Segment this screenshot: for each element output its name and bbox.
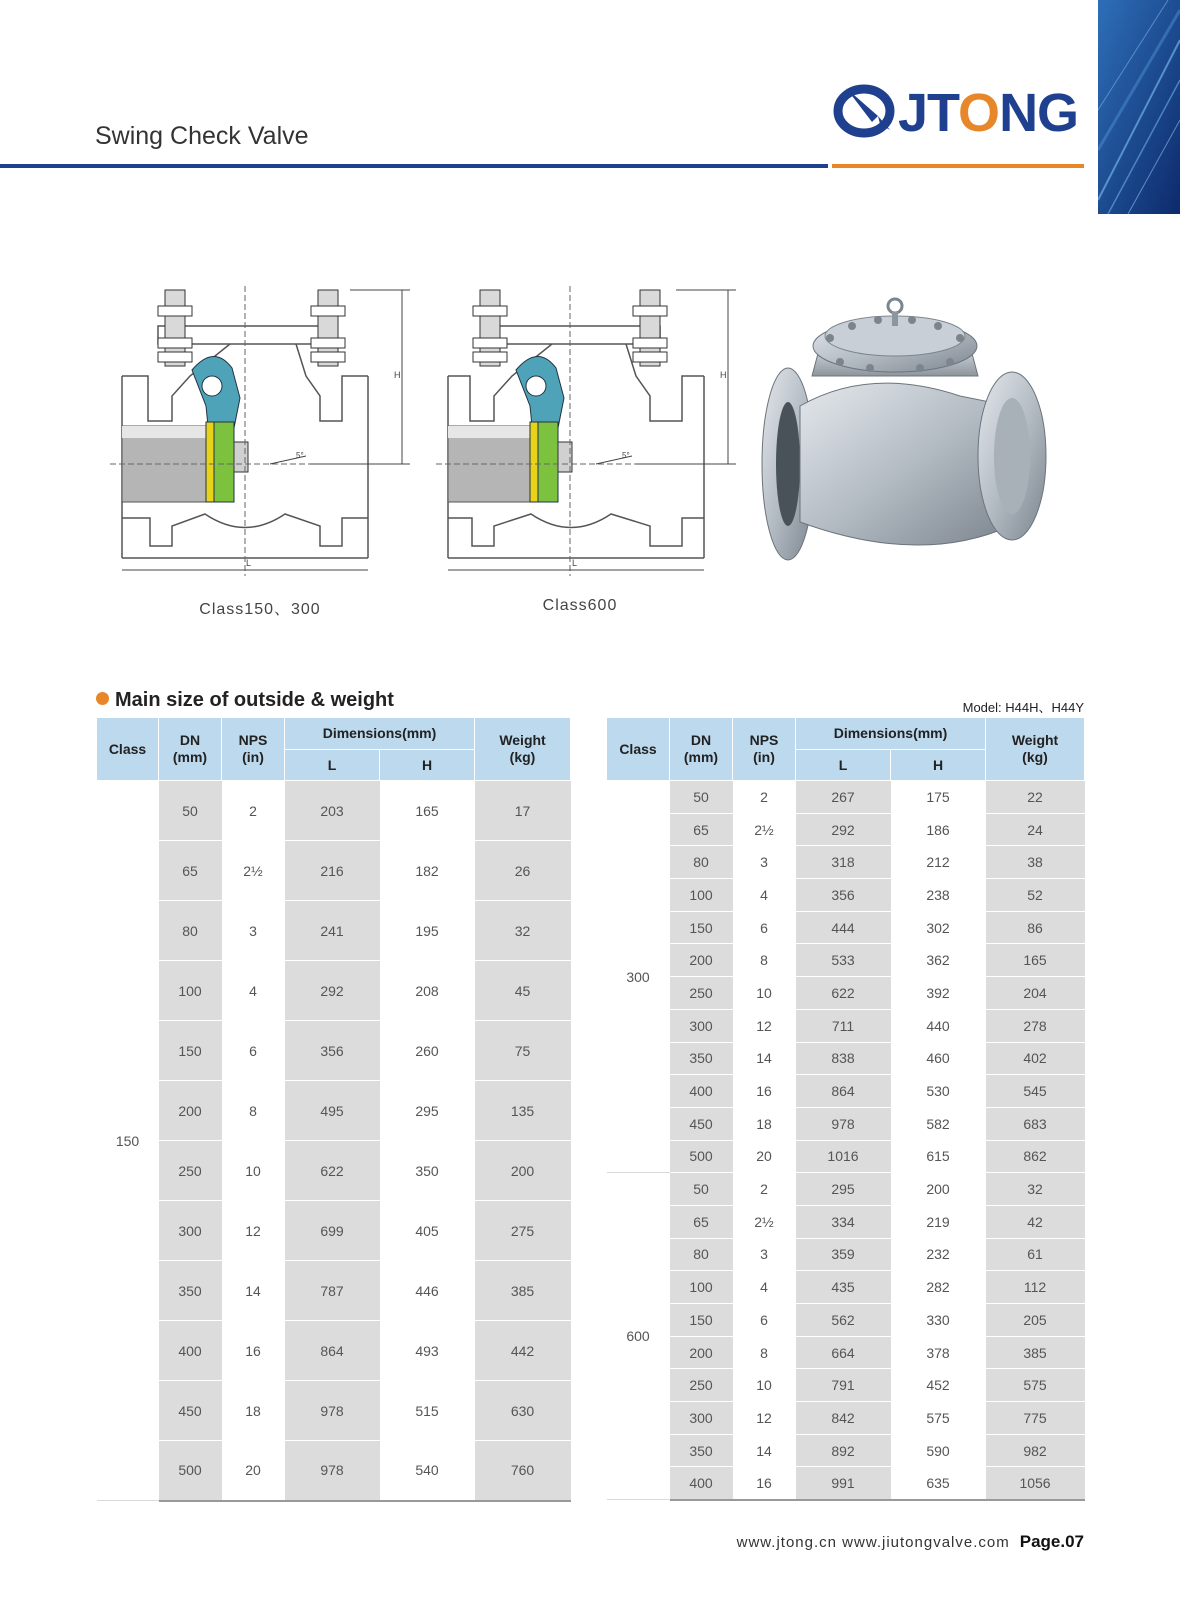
dn-cell: 65: [670, 813, 733, 846]
header-l: L: [796, 750, 891, 781]
weight-cell: 204: [986, 977, 1085, 1010]
l-cell: 892: [796, 1434, 891, 1467]
header-divider-orange: [832, 164, 1084, 168]
h-cell: 186: [891, 813, 986, 846]
logo-wordmark: JTONG: [898, 83, 1079, 143]
page-number: Page.07: [1019, 1532, 1084, 1551]
table-row: [97, 1021, 571, 1081]
nps-cell: 3: [222, 901, 285, 961]
dn-cell: 150: [670, 1304, 733, 1337]
header-dn: DN (mm): [159, 718, 222, 781]
weight-cell: 982: [986, 1434, 1085, 1467]
l-cell: 978: [285, 1441, 380, 1501]
h-cell: 302: [891, 911, 986, 944]
l-cell: 864: [796, 1075, 891, 1108]
nps-cell: 18: [222, 1381, 285, 1441]
h-cell: 540: [380, 1441, 475, 1501]
header-h: H: [380, 750, 475, 781]
dn-cell: 400: [670, 1467, 733, 1500]
dim-h-label: H: [394, 370, 401, 380]
nps-cell: 14: [733, 1434, 796, 1467]
dn-cell: 100: [670, 879, 733, 912]
table-row: [607, 1369, 1085, 1402]
weight-cell: 385: [986, 1336, 1085, 1369]
dim-l-label: L: [246, 558, 252, 568]
table-row: [607, 1009, 1085, 1042]
valve-section-drawing-class150-300: [110, 286, 422, 580]
table-row: [97, 1081, 571, 1141]
h-cell: 165: [380, 781, 475, 841]
table-row: [607, 1140, 1085, 1173]
l-cell: 334: [796, 1205, 891, 1238]
dn-cell: 350: [159, 1261, 222, 1321]
h-cell: 615: [891, 1140, 986, 1173]
h-cell: 195: [380, 901, 475, 961]
dn-cell: 300: [670, 1402, 733, 1435]
l-cell: 533: [796, 944, 891, 977]
dimensions-table-class150: [96, 717, 571, 1502]
dn-cell: 100: [159, 961, 222, 1021]
h-cell: 182: [380, 841, 475, 901]
h-cell: 238: [891, 879, 986, 912]
h-cell: 212: [891, 846, 986, 879]
dn-cell: 450: [159, 1381, 222, 1441]
table-row: [607, 1467, 1085, 1500]
weight-cell: 45: [475, 961, 571, 1021]
weight-cell: 86: [986, 911, 1085, 944]
table-row: [97, 1381, 571, 1441]
weight-cell: 275: [475, 1201, 571, 1261]
l-cell: 838: [796, 1042, 891, 1075]
h-cell: 515: [380, 1381, 475, 1441]
table-row: [607, 1402, 1085, 1435]
weight-cell: 135: [475, 1081, 571, 1141]
header-class: Class: [97, 718, 159, 781]
table-row: [607, 911, 1085, 944]
caption-class600: Class600: [542, 597, 618, 614]
nps-cell: 6: [222, 1021, 285, 1081]
dn-cell: 80: [670, 846, 733, 879]
nps-cell: 2: [222, 781, 285, 841]
h-cell: 330: [891, 1304, 986, 1337]
l-cell: 444: [796, 911, 891, 944]
nps-cell: 12: [222, 1201, 285, 1261]
model-label: Model: H44H、H44Y: [962, 700, 1084, 715]
h-cell: 392: [891, 977, 986, 1010]
nps-cell: 2: [733, 1173, 796, 1206]
table-row: [607, 1107, 1085, 1140]
l-cell: 359: [796, 1238, 891, 1271]
dimensions-table-class300-600: [606, 717, 1085, 1501]
h-cell: 208: [380, 961, 475, 1021]
h-cell: 350: [380, 1141, 475, 1201]
l-cell: 699: [285, 1201, 380, 1261]
weight-cell: 61: [986, 1238, 1085, 1271]
table-row: [607, 944, 1085, 977]
nps-cell: 10: [222, 1141, 285, 1201]
h-cell: 460: [891, 1042, 986, 1075]
page-title: Swing Check Valve: [95, 122, 309, 150]
class-cell: 150: [97, 781, 159, 1501]
weight-cell: 545: [986, 1075, 1085, 1108]
weight-cell: 575: [986, 1369, 1085, 1402]
dn-cell: 200: [670, 1336, 733, 1369]
dn-cell: 65: [670, 1205, 733, 1238]
nps-cell: 8: [222, 1081, 285, 1141]
h-cell: 452: [891, 1369, 986, 1402]
header-weight: Weight (kg): [475, 718, 571, 781]
dn-cell: 250: [670, 1369, 733, 1402]
dn-cell: 80: [670, 1238, 733, 1271]
valve-product-image: [760, 296, 1070, 566]
weight-cell: 75: [475, 1021, 571, 1081]
weight-cell: 165: [986, 944, 1085, 977]
nps-cell: 2: [733, 781, 796, 814]
weight-cell: 22: [986, 781, 1085, 814]
angle-label: 5°: [622, 451, 630, 460]
header-nps: NPS (in): [733, 718, 796, 781]
weight-cell: 26: [475, 841, 571, 901]
l-cell: 356: [796, 879, 891, 912]
table-row: [97, 781, 571, 841]
weight-cell: 17: [475, 781, 571, 841]
nps-cell: 3: [733, 1238, 796, 1271]
dn-cell: 400: [670, 1075, 733, 1108]
weight-cell: 38: [986, 846, 1085, 879]
weight-cell: 24: [986, 813, 1085, 846]
h-cell: 232: [891, 1238, 986, 1271]
class-cell: 600: [607, 1173, 670, 1500]
nps-cell: 20: [733, 1140, 796, 1173]
header-dimensions: Dimensions(mm): [285, 718, 475, 750]
dn-cell: 50: [159, 781, 222, 841]
l-cell: 991: [796, 1467, 891, 1500]
table-row: [607, 846, 1085, 879]
weight-cell: 630: [475, 1381, 571, 1441]
dn-cell: 300: [159, 1201, 222, 1261]
l-cell: 318: [796, 846, 891, 879]
l-cell: 664: [796, 1336, 891, 1369]
l-cell: 241: [285, 901, 380, 961]
h-cell: 295: [380, 1081, 475, 1141]
l-cell: 292: [796, 813, 891, 846]
dn-cell: 350: [670, 1434, 733, 1467]
weight-cell: 52: [986, 879, 1085, 912]
table-row: [97, 1141, 571, 1201]
dn-cell: 450: [670, 1107, 733, 1140]
l-cell: 787: [285, 1261, 380, 1321]
table-row: [607, 1238, 1085, 1271]
table-row: [97, 1201, 571, 1261]
h-cell: 590: [891, 1434, 986, 1467]
page-footer: [720, 1532, 1084, 1552]
l-cell: 267: [796, 781, 891, 814]
h-cell: 582: [891, 1107, 986, 1140]
l-cell: 711: [796, 1009, 891, 1042]
header-class: Class: [607, 718, 670, 781]
weight-cell: 200: [475, 1141, 571, 1201]
l-cell: 1016: [796, 1140, 891, 1173]
dn-cell: 500: [670, 1140, 733, 1173]
h-cell: 575: [891, 1402, 986, 1435]
nps-cell: 14: [733, 1042, 796, 1075]
weight-cell: 278: [986, 1009, 1085, 1042]
weight-cell: 760: [475, 1441, 571, 1501]
weight-cell: 683: [986, 1107, 1085, 1140]
dn-cell: 250: [670, 977, 733, 1010]
nps-cell: 2½: [733, 1205, 796, 1238]
l-cell: 978: [285, 1381, 380, 1441]
nps-cell: 4: [222, 961, 285, 1021]
dn-cell: 80: [159, 901, 222, 961]
l-cell: 216: [285, 841, 380, 901]
h-cell: 530: [891, 1075, 986, 1108]
header-h: H: [891, 750, 986, 781]
class-cell: 300: [607, 781, 670, 1173]
valve-section-drawing-class600: [436, 286, 748, 580]
nps-cell: 6: [733, 911, 796, 944]
header-divider-blue: [0, 164, 828, 168]
header-dimensions: Dimensions(mm): [796, 718, 986, 750]
weight-cell: 32: [475, 901, 571, 961]
nps-cell: 4: [733, 879, 796, 912]
table-row: [97, 1321, 571, 1381]
nps-cell: 4: [733, 1271, 796, 1304]
h-cell: 635: [891, 1467, 986, 1500]
l-cell: 978: [796, 1107, 891, 1140]
corner-decoration: [1098, 0, 1180, 214]
h-cell: 493: [380, 1321, 475, 1381]
table-row: [607, 781, 1085, 814]
dn-cell: 65: [159, 841, 222, 901]
weight-cell: 862: [986, 1140, 1085, 1173]
weight-cell: 32: [986, 1173, 1085, 1206]
table-row: [97, 961, 571, 1021]
bullet-dot-icon: [96, 692, 109, 705]
header-nps: NPS (in): [222, 718, 285, 781]
section-title: Main size of outside & weight: [96, 689, 394, 712]
website-links: www.jtong.cn www.jiutongvalve.com: [736, 1534, 1010, 1551]
weight-cell: 442: [475, 1321, 571, 1381]
l-cell: 842: [796, 1402, 891, 1435]
table-row: [97, 1441, 571, 1501]
weight-cell: 775: [986, 1402, 1085, 1435]
nps-cell: 6: [733, 1304, 796, 1337]
nps-cell: 12: [733, 1009, 796, 1042]
angle-label: 5°: [296, 451, 304, 460]
nps-cell: 16: [222, 1321, 285, 1381]
table-row: [607, 1173, 1085, 1206]
nps-cell: 12: [733, 1402, 796, 1435]
table-row: [97, 841, 571, 901]
dn-cell: 100: [670, 1271, 733, 1304]
nps-cell: 20: [222, 1441, 285, 1501]
jtong-logo: [832, 76, 1084, 156]
table-row: [607, 813, 1085, 846]
h-cell: 362: [891, 944, 986, 977]
dn-cell: 300: [670, 1009, 733, 1042]
weight-cell: 112: [986, 1271, 1085, 1304]
table-row: [607, 977, 1085, 1010]
dn-cell: 500: [159, 1441, 222, 1501]
header-weight: Weight (kg): [986, 718, 1085, 781]
dn-cell: 200: [670, 944, 733, 977]
table-row: [607, 1304, 1085, 1337]
nps-cell: 16: [733, 1467, 796, 1500]
table-row: [97, 901, 571, 961]
nps-cell: 2½: [733, 813, 796, 846]
weight-cell: 385: [475, 1261, 571, 1321]
logo-mark-icon: [832, 76, 896, 146]
nps-cell: 8: [733, 944, 796, 977]
nps-cell: 14: [222, 1261, 285, 1321]
l-cell: 435: [796, 1271, 891, 1304]
dn-cell: 150: [159, 1021, 222, 1081]
l-cell: 864: [285, 1321, 380, 1381]
nps-cell: 10: [733, 1369, 796, 1402]
l-cell: 495: [285, 1081, 380, 1141]
h-cell: 440: [891, 1009, 986, 1042]
h-cell: 405: [380, 1201, 475, 1261]
weight-cell: 205: [986, 1304, 1085, 1337]
dim-h-label: H: [720, 370, 727, 380]
nps-cell: 16: [733, 1075, 796, 1108]
h-cell: 378: [891, 1336, 986, 1369]
table-row: [607, 1205, 1085, 1238]
table-row: [607, 1434, 1085, 1467]
l-cell: 356: [285, 1021, 380, 1081]
dn-cell: 150: [670, 911, 733, 944]
h-cell: 200: [891, 1173, 986, 1206]
dn-cell: 250: [159, 1141, 222, 1201]
l-cell: 295: [796, 1173, 891, 1206]
nps-cell: 2½: [222, 841, 285, 901]
table-row: [607, 1042, 1085, 1075]
table-row: [607, 879, 1085, 912]
h-cell: 446: [380, 1261, 475, 1321]
dn-cell: 400: [159, 1321, 222, 1381]
caption-class150-300: Class150、300: [199, 601, 321, 618]
header-dn: DN (mm): [670, 718, 733, 781]
dn-cell: 350: [670, 1042, 733, 1075]
h-cell: 219: [891, 1205, 986, 1238]
h-cell: 260: [380, 1021, 475, 1081]
weight-cell: 402: [986, 1042, 1085, 1075]
dn-cell: 200: [159, 1081, 222, 1141]
nps-cell: 18: [733, 1107, 796, 1140]
weight-cell: 1056: [986, 1467, 1085, 1500]
weight-cell: 42: [986, 1205, 1085, 1238]
l-cell: 562: [796, 1304, 891, 1337]
l-cell: 203: [285, 781, 380, 841]
h-cell: 282: [891, 1271, 986, 1304]
l-cell: 791: [796, 1369, 891, 1402]
table-row: [97, 1261, 571, 1321]
h-cell: 175: [891, 781, 986, 814]
l-cell: 292: [285, 961, 380, 1021]
nps-cell: 10: [733, 977, 796, 1010]
table-row: [607, 1075, 1085, 1108]
l-cell: 622: [796, 977, 891, 1010]
dn-cell: 50: [670, 781, 733, 814]
l-cell: 622: [285, 1141, 380, 1201]
header-l: L: [285, 750, 380, 781]
nps-cell: 8: [733, 1336, 796, 1369]
nps-cell: 3: [733, 846, 796, 879]
dim-l-label: L: [572, 558, 578, 568]
table-row: [607, 1271, 1085, 1304]
dn-cell: 50: [670, 1173, 733, 1206]
table-row: [607, 1336, 1085, 1369]
